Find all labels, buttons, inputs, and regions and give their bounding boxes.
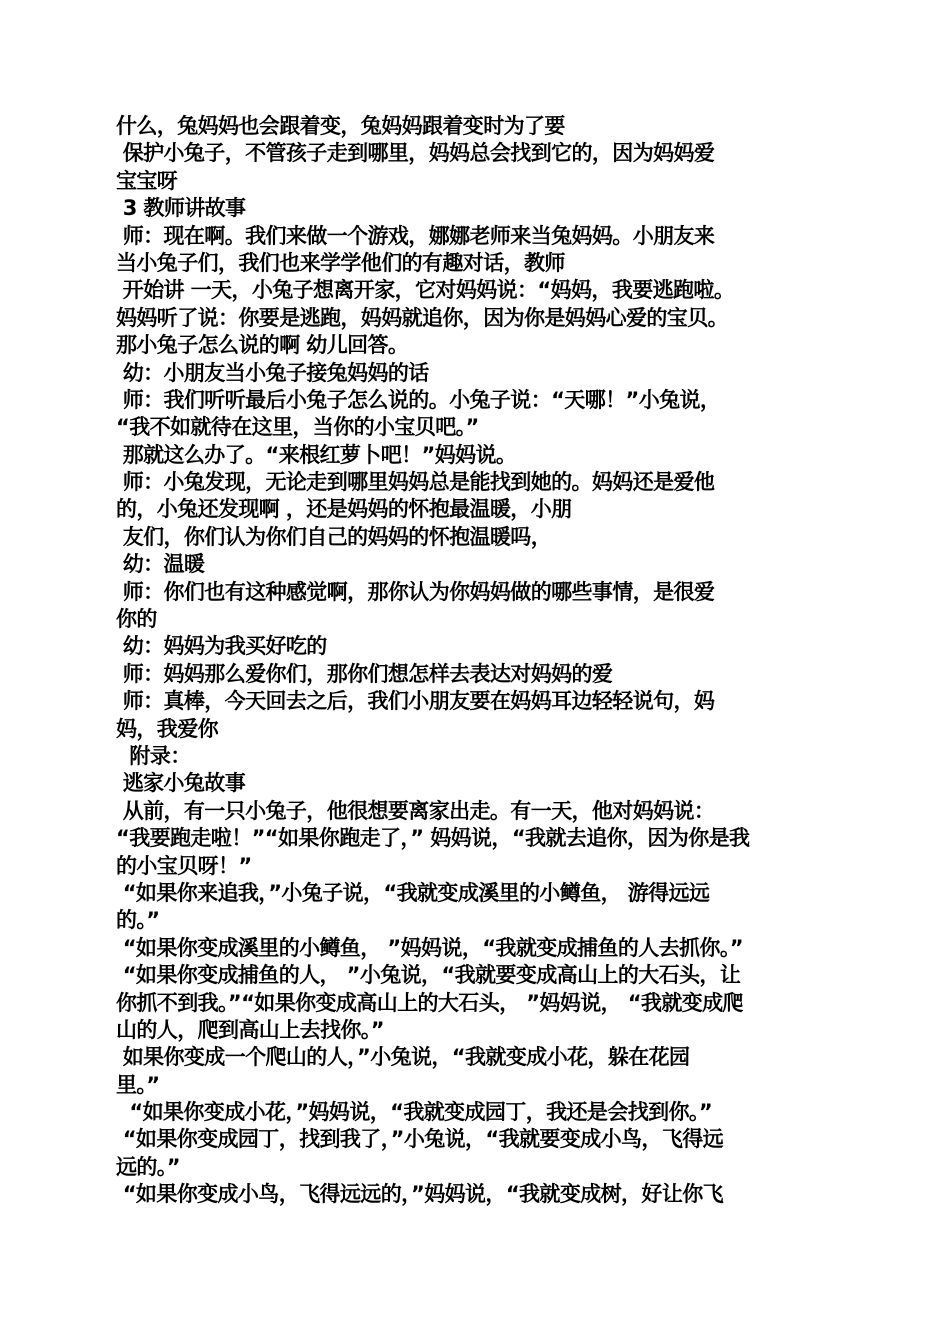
text-line: 如果你变成一个爬山的人，”小兔说，“我就变成小花，躲在花园 (116, 1045, 690, 1070)
text-line: 那就这么办了。“来根红萝卜吧！”妈妈说。 (116, 442, 517, 467)
text-line: 的，小兔还发现啊 ，还是妈妈的怀抱最温暖，小朋 (116, 497, 572, 522)
story-title: 逃家小兔故事 (116, 771, 246, 796)
text-line: 宝宝呀 (116, 168, 178, 193)
text-line: 妈妈听了说：你要是逃跑，妈妈就追你，因为你是妈妈心爱的宝贝。 (116, 305, 728, 330)
text-line: 师：真棒，今天回去之后，我们小朋友要在妈妈耳边轻轻说句，妈 (116, 689, 715, 714)
text-line: 开始讲 一天，小兔子想离开家，它对妈妈说：“妈妈，我要逃跑啦。 (116, 278, 735, 303)
text-line: “我要跑走啦！”“如果你跑走了，” 妈妈说，“我就去追你，因为你是我 (116, 826, 750, 851)
text-line: 师：小兔发现，无论走到哪里妈妈总是能找到她的。妈妈还是爱他 (116, 470, 715, 495)
text-line: “如果你变成捕鱼的人， ”小兔说，“我就要变成高山上的大石头，让 (116, 963, 741, 988)
section-heading: 3 教师讲故事 (116, 196, 246, 221)
text-line: 师：妈妈那么爱你们，那你们想怎样去表达对妈妈的爱 (116, 661, 613, 686)
text-line: 当小兔子们，我们也来学学他们的有趣对话，教师 (116, 250, 565, 275)
text-line: 的。” (116, 908, 160, 933)
text-line: 远的。” (116, 1154, 180, 1179)
text-line: “如果你变成溪里的小鳟鱼， ”妈妈说，“我就变成捕鱼的人去抓你。” (116, 935, 743, 960)
text-line: 的小宝贝呀！” (116, 853, 252, 878)
text-line: 师：现在啊。我们来做一个游戏，娜娜老师来当兔妈妈。小朋友来 (116, 223, 715, 248)
text-line: 幼：妈妈为我买好吃的 (116, 634, 327, 659)
text-line: 你抓不到我。”“如果你变成高山上的大石头， ”妈妈说， “我就变成爬 (116, 990, 743, 1015)
text-line: “如果你变成小鸟，飞得远远的，”妈妈说，“我就变成树，好让你飞 (116, 1182, 724, 1207)
text-line: 里。” (116, 1072, 160, 1097)
text-line: 友们，你们认为你们自己的妈妈的怀抱温暖吗， (116, 524, 552, 549)
text-line: 什么，兔妈妈也会跟着变，兔妈妈跟着变时为了要 (116, 114, 565, 138)
text-line: 师：你们也有这种感觉啊，那你认为你妈妈做的哪些事情，是很爱 (116, 579, 715, 604)
appendix-heading: 附录： (116, 743, 191, 768)
text-line: “如果你来追我，”小兔子说，“我就变成溪里的小鳟鱼， 游得远远 (116, 880, 710, 905)
text-line: 幼：温暖 (116, 552, 205, 577)
text-line: “如果你变成小花，”妈妈说，“我就变成园丁，我还是会找到你。” (116, 1100, 713, 1125)
text-line: 山的人，爬到高山上去找你。” (116, 1017, 384, 1042)
document-body (116, 113, 828, 1209)
text-line: 那小兔子怎么说的啊 幼儿回答。 (116, 333, 409, 358)
text-line: 从前，有一只小兔子，他很想要离家出走。有一天，他对妈妈说： (116, 798, 715, 823)
text-line: 你的 (116, 607, 157, 632)
text-line: “如果你变成园丁，找到我了，”小兔说，“我就要变成小鸟，飞得远 (116, 1127, 724, 1152)
text-line: 师：我们听听最后小兔子怎么说的。小兔子说：“天哪！”小兔说， (116, 387, 721, 412)
text-line: 幼：小朋友当小兔子接兔妈妈的话 (116, 360, 429, 385)
text-line: “我不如就待在这里，当你的小宝贝吧。” (116, 415, 479, 440)
text-line: 妈，我爱你 (116, 716, 218, 741)
text-line: 保护小兔子，不管孩子走到哪里，妈妈总会找到它的，因为妈妈爱 (116, 141, 715, 166)
